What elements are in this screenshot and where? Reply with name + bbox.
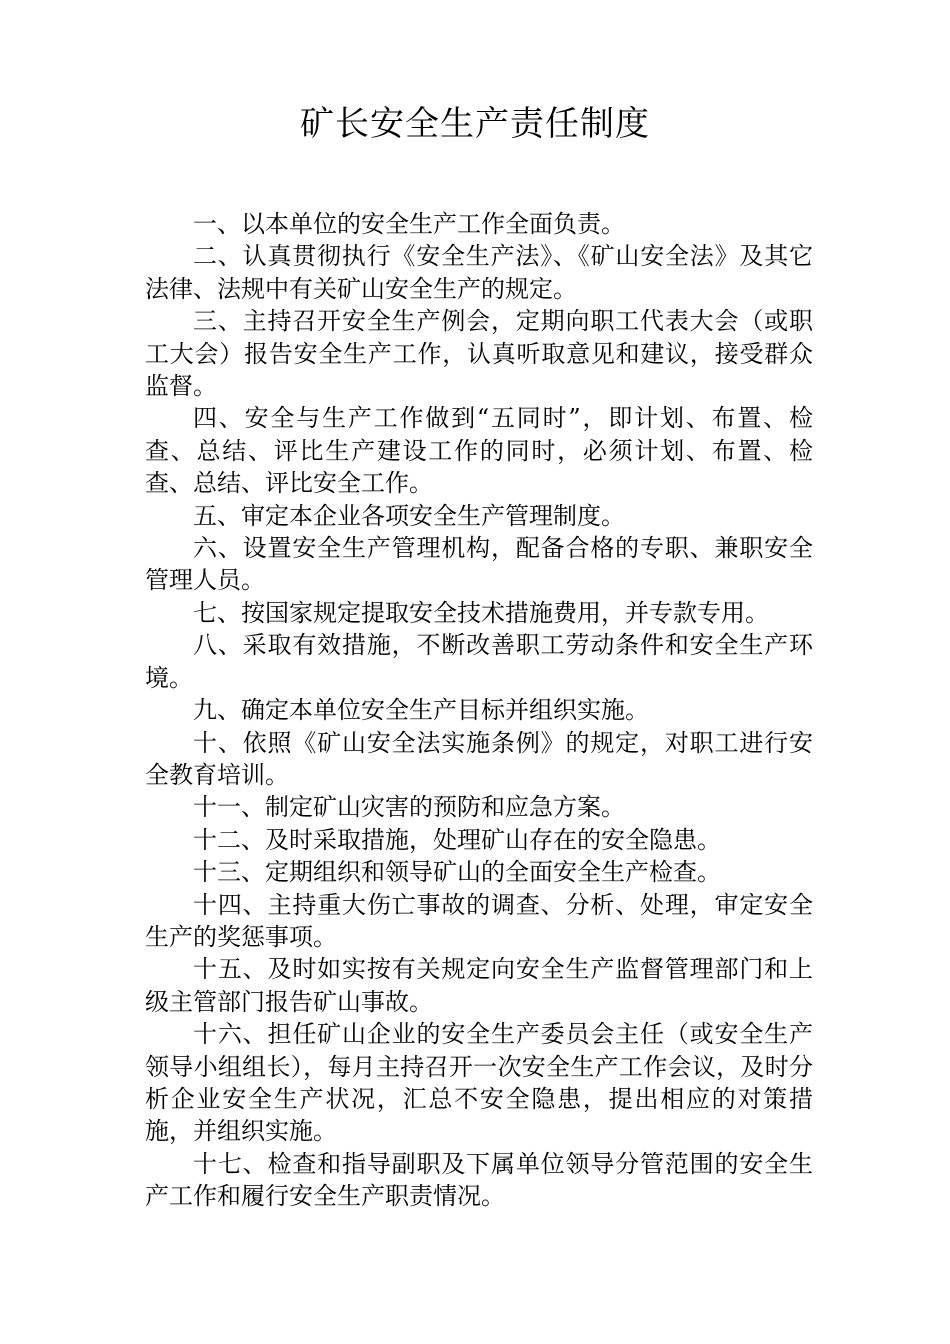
clause-item: 九、确定本单位安全生产目标并组织实施。: [193, 696, 649, 725]
clause-item: 八、采取有效措施，不断改善职工劳动条件和安全生产环境。: [145, 631, 813, 692]
clause-list: [145, 208, 813, 1213]
clause-item: 十六、担任矿山企业的安全生产委员会主任（或安全生产领导小组组长），每月主持召开一次安全生产工作会议，及时分析企业安全生产状况，汇总不安全隐患，提出相应的对策措施，并组织实施。: [145, 1020, 813, 1146]
clause-item: 十五、及时如实按有关规定向安全生产监督管理部门和上级主管部门报告矿山事故。: [145, 955, 813, 1016]
clause-item: 二、认真贯彻执行《安全生产法》、《矿山安全法》及其它法律、法规中有关矿山安全生产的规定。: [145, 242, 813, 303]
clause-item: 六、设置安全生产管理机构，配备合格的专职、兼职安全管理人员。: [145, 534, 813, 595]
clause-item: 五、审定本企业各项安全生产管理制度。: [193, 501, 625, 530]
document-title: 矿长安全生产责任制度: [300, 104, 650, 144]
clause-item: 十三、定期组织和领导矿山的全面安全生产检查。: [193, 858, 721, 887]
clause-item: 一、以本单位的安全生产工作全面负责。: [193, 210, 625, 238]
clause-item: 三、主持召开安全生产例会，定期向职工代表大会（或职工大会）报告安全生产工作，认真听取意见和建议，接受群众监督。: [145, 307, 813, 401]
clause-item: 十四、主持重大伤亡事故的调查、分析、处理，审定安全生产的奖惩事项。: [145, 890, 813, 951]
clause-item: 十一、制定矿山灾害的预防和应急方案。: [193, 793, 625, 822]
clause-item: 十、依照《矿山安全法实施条例》的规定，对职工进行安全教育培训。: [145, 728, 813, 789]
clause-item: 四、安全与生产工作做到“五同时”，即计划、布置、检查、总结、评比生产建设工作的同时，必须计划、布置、检查、总结、评比安全工作。: [145, 404, 813, 498]
clause-item: 十七、检查和指导副职及下属单位领导分管范围的安全生产工作和履行安全生产职责情况。: [145, 1149, 813, 1211]
clause-item: 十二、及时采取措施，处理矿山存在的安全隐患。: [193, 825, 721, 854]
clause-item: 七、按国家规定提取安全技术措施费用，并专款专用。: [193, 598, 769, 627]
